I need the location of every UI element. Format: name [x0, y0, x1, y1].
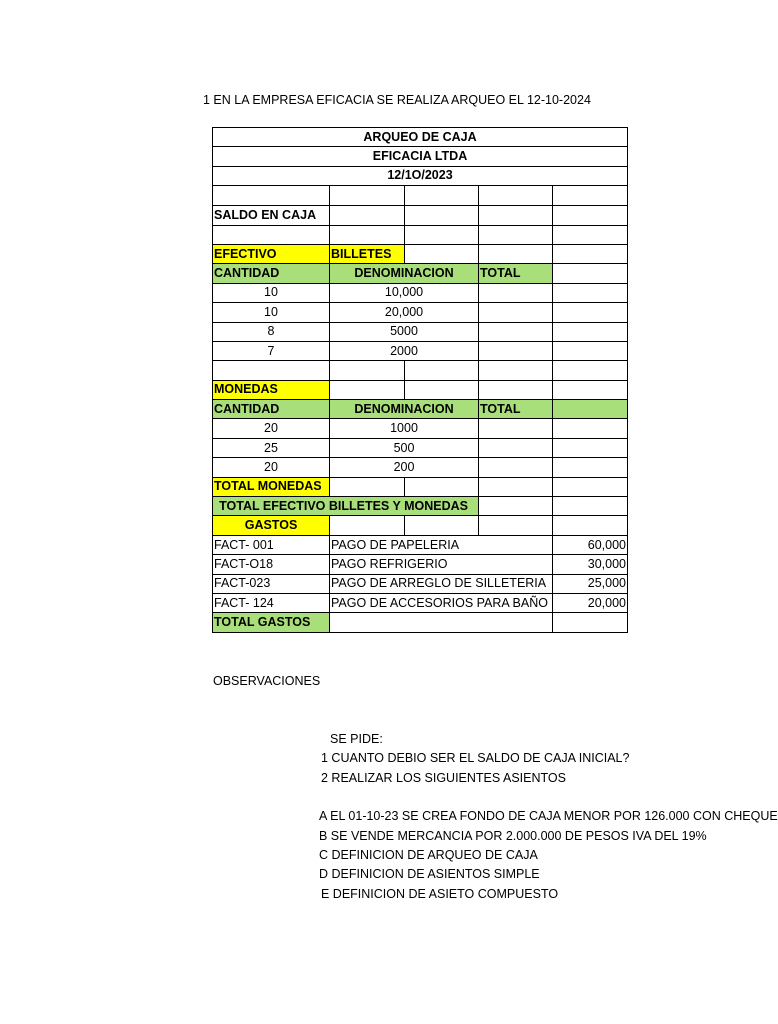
gasto-concepto: PAGO DE ARREGLO DE SILLETERIA: [330, 574, 553, 593]
total-efectivo-label: TOTAL EFECTIVO BILLETES Y MONEDAS: [213, 497, 479, 516]
cell: [553, 244, 628, 263]
total-monedas-row: [213, 477, 628, 496]
gasto-factura: FACT- 001: [213, 535, 330, 554]
billete-cantidad: 10: [213, 303, 330, 322]
total-efectivo-row: [213, 497, 628, 516]
moneda-row: [213, 458, 628, 477]
denominacion-header: DENOMINACION: [330, 264, 479, 283]
cell: [479, 477, 553, 496]
cell: [479, 186, 553, 205]
cell: [330, 380, 405, 399]
moneda-cantidad: 20: [213, 419, 330, 438]
cell: [330, 205, 405, 225]
gasto-factura: FACT- 124: [213, 593, 330, 612]
cell: [330, 361, 405, 380]
gasto-valor: 60,000: [553, 535, 628, 554]
cell: [553, 438, 628, 457]
cell: [213, 361, 330, 380]
cell: [553, 400, 628, 419]
cell: [405, 186, 479, 205]
cell: [405, 380, 479, 399]
cell: [330, 613, 553, 632]
monedas-header-row: [213, 400, 628, 419]
gastos-label: GASTOS: [213, 516, 330, 535]
billete-denominacion: 20,000: [330, 303, 479, 322]
cell: [479, 341, 553, 360]
total-gastos-label: TOTAL GASTOS: [213, 613, 330, 632]
cell: [479, 244, 553, 263]
cell: [479, 225, 553, 244]
cell: [553, 225, 628, 244]
gasto-row: [213, 593, 628, 612]
cell: [553, 419, 628, 438]
cantidad-header: CANTIDAD: [213, 400, 330, 419]
billete-row: [213, 283, 628, 302]
company-row: [213, 147, 628, 166]
se-pide-label: SE PIDE:: [330, 732, 383, 746]
total-header: TOTAL: [479, 400, 553, 419]
cell: [479, 458, 553, 477]
cell: [479, 303, 553, 322]
empty-row: [213, 225, 628, 244]
moneda-cantidad: 20: [213, 458, 330, 477]
cell: [479, 205, 553, 225]
moneda-denominacion: 200: [330, 458, 479, 477]
cell: [553, 516, 628, 535]
cell: [479, 283, 553, 302]
cell: [553, 380, 628, 399]
cell: [553, 477, 628, 496]
billetes-header-row: [213, 264, 628, 283]
billete-denominacion: 2000: [330, 341, 479, 360]
saldo-label: SALDO EN CAJA: [213, 205, 330, 225]
cantidad-header: CANTIDAD: [213, 264, 330, 283]
moneda-denominacion: 1000: [330, 419, 479, 438]
gasto-concepto: PAGO REFRIGERIO: [330, 555, 553, 574]
date-row: [213, 166, 628, 185]
total-header: TOTAL: [479, 264, 553, 283]
cell: [553, 361, 628, 380]
cell: [479, 438, 553, 457]
task-b: B SE VENDE MERCANCIA POR 2.000.000 DE PESOS IVA DEL 19%: [319, 829, 707, 843]
cell: [553, 497, 628, 516]
cell: [405, 205, 479, 225]
monedas-label: MONEDAS: [213, 380, 330, 399]
question-1: 1 CUANTO DEBIO SER EL SALDO DE CAJA INICIAL?: [321, 751, 630, 765]
cell: [553, 613, 628, 632]
title-row: [213, 128, 628, 147]
billete-row: [213, 341, 628, 360]
cell: [479, 419, 553, 438]
cell: [405, 477, 479, 496]
cell: [213, 225, 330, 244]
cell: [479, 516, 553, 535]
cell: [479, 380, 553, 399]
gasto-row: [213, 555, 628, 574]
cell: [553, 303, 628, 322]
empty-row: [213, 186, 628, 205]
moneda-row: [213, 438, 628, 457]
moneda-row: [213, 419, 628, 438]
cell: [553, 205, 628, 225]
monedas-row: [213, 380, 628, 399]
cell: [405, 361, 479, 380]
question-2: 2 REALIZAR LOS SIGUIENTES ASIENTOS: [321, 771, 566, 785]
cell: [553, 322, 628, 341]
task-a: A EL 01-10-23 SE CREA FONDO DE CAJA MENOR POR 126.000 CON CHEQUE: [319, 809, 778, 823]
gasto-valor: 20,000: [553, 593, 628, 612]
gastos-header-row: [213, 516, 628, 535]
cell: [553, 341, 628, 360]
cell: [553, 458, 628, 477]
cell: [213, 186, 330, 205]
arqueo-table: [212, 127, 628, 633]
gasto-concepto: PAGO DE ACCESORIOS PARA BAÑO: [330, 593, 553, 612]
observaciones-label: OBSERVACIONES: [213, 674, 321, 688]
cell: [330, 516, 405, 535]
billete-denominacion: 10,000: [330, 283, 479, 302]
task-e: E DEFINICION DE ASIETO COMPUESTO: [321, 887, 559, 901]
cell: [479, 322, 553, 341]
cell: [553, 264, 628, 283]
total-gastos-row: [213, 613, 628, 632]
sheet-title: ARQUEO DE CAJA: [213, 128, 628, 147]
billete-row: [213, 303, 628, 322]
cell: [405, 225, 479, 244]
cell: [405, 244, 479, 263]
task-d: D DEFINICION DE ASIENTOS SIMPLE: [319, 867, 540, 881]
company-name: EFICACIA LTDA: [213, 147, 628, 166]
gasto-factura: FACT-023: [213, 574, 330, 593]
cell: [553, 186, 628, 205]
billete-cantidad: 10: [213, 283, 330, 302]
cell: [330, 186, 405, 205]
efectivo-row: [213, 244, 628, 263]
billete-cantidad: 8: [213, 322, 330, 341]
gasto-valor: 25,000: [553, 574, 628, 593]
total-monedas-label: TOTAL MONEDAS: [213, 477, 330, 496]
moneda-denominacion: 500: [330, 438, 479, 457]
denominacion-header: DENOMINACION: [330, 400, 479, 419]
cell: [330, 477, 405, 496]
cell: [405, 516, 479, 535]
gasto-factura: FACT-O18: [213, 555, 330, 574]
intro-text: 1 EN LA EMPRESA EFICACIA SE REALIZA ARQUEO EL 12-10-2024: [203, 93, 591, 107]
cell: [479, 497, 553, 516]
saldo-row: [213, 205, 628, 225]
billete-cantidad: 7: [213, 341, 330, 360]
task-c: C DEFINICION DE ARQUEO DE CAJA: [319, 848, 538, 862]
gasto-row: [213, 574, 628, 593]
gasto-concepto: PAGO DE PAPELERIA: [330, 535, 553, 554]
gasto-row: [213, 535, 628, 554]
billete-denominacion: 5000: [330, 322, 479, 341]
cell: [479, 361, 553, 380]
gasto-valor: 30,000: [553, 555, 628, 574]
billete-row: [213, 322, 628, 341]
empty-row: [213, 361, 628, 380]
moneda-cantidad: 25: [213, 438, 330, 457]
billetes-label: BILLETES: [330, 244, 405, 263]
efectivo-label: EFECTIVO: [213, 244, 330, 263]
sheet-date: 12/1O/2023: [213, 166, 628, 185]
cell: [553, 283, 628, 302]
cell: [330, 225, 405, 244]
